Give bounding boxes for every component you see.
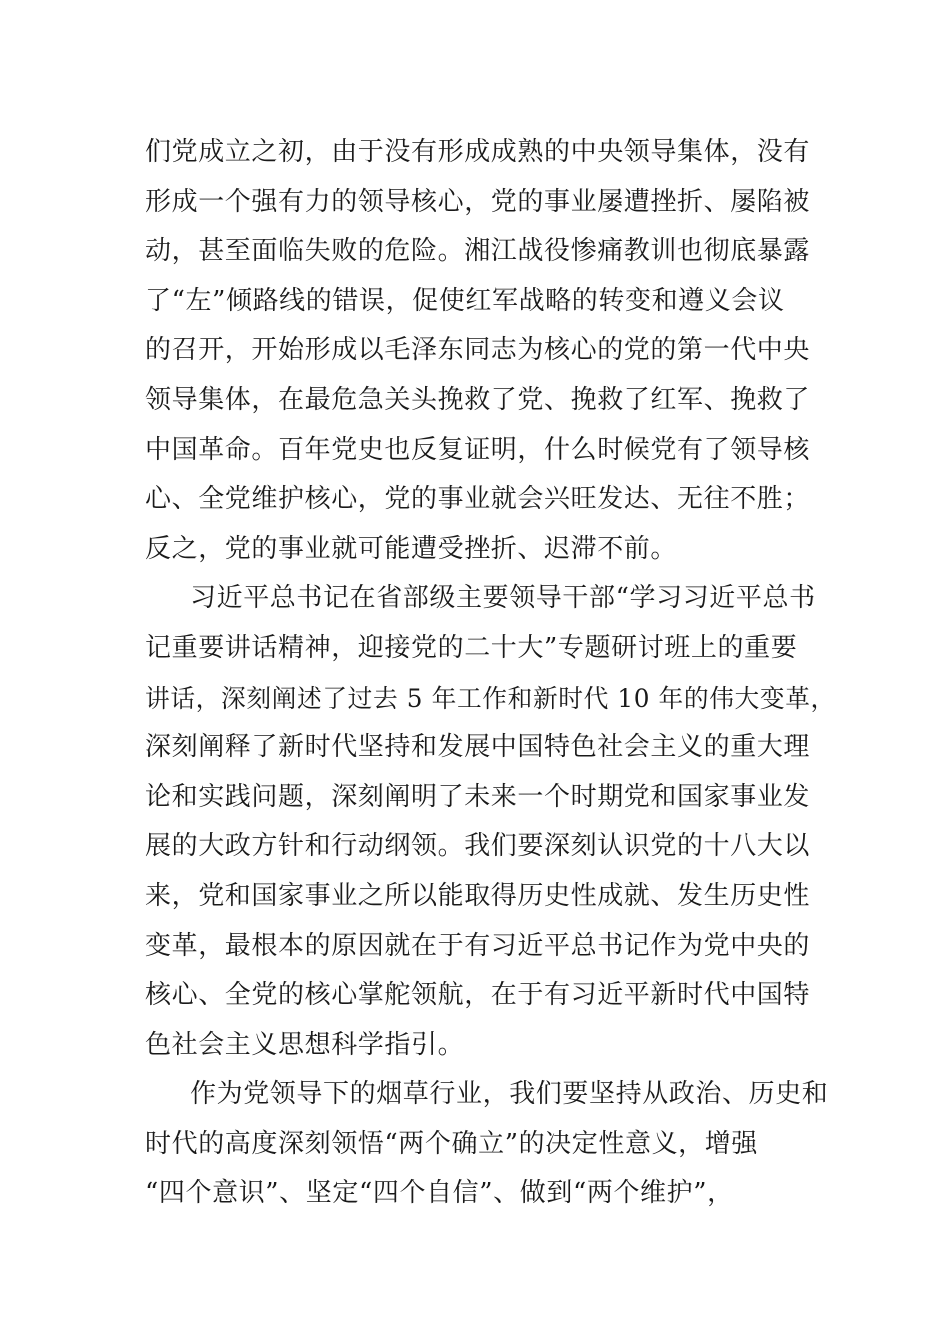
text-line: 形成一个强有力的领导核心，党的事业屡遭挫折、屡陷被 xyxy=(145,186,811,217)
text-line: 论和实践问题，深刻阐明了未来一个时期党和国家事业发 xyxy=(145,781,811,812)
text-line: 领导集体，在最危急关头挽救了党、挽救了红军、挽救了 xyxy=(145,384,811,415)
text-line: 深刻阐释了新时代坚持和发展中国特色社会主义的重大理 xyxy=(145,732,811,763)
text-line: 展的大政方针和行动纲领。我们要深刻认识党的十八大以 xyxy=(145,831,811,862)
text-line: 核心、全党的核心掌舵领航，在于有习近平新时代中国特 xyxy=(145,980,811,1011)
document-body xyxy=(145,128,836,1219)
text-line: 记重要讲话精神，迎接党的二十大”专题研讨班上的重要 xyxy=(145,632,798,663)
text-line: 反之，党的事业就可能遭受挫折、迟滞不前。 xyxy=(145,533,678,564)
paragraph-start-line: 作为党领导下的烟草行业，我们要坚持从政治、历史和 xyxy=(190,1079,829,1110)
text-line: 讲话，深刻阐述了过去 5 年工作和新时代 10 年的伟大变革， xyxy=(145,683,836,713)
text-line: 心、全党维护核心，党的事业就会兴旺发达、无往不胜； xyxy=(145,484,811,515)
paragraph-start-line: 习近平总书记在省部级主要领导干部“学习习近平总书 xyxy=(190,583,816,614)
text-line: 们党成立之初，由于没有形成成熟的中央领导集体，没有 xyxy=(145,137,811,167)
text-line: 来，党和国家事业之所以能取得历史性成就、发生历史性 xyxy=(145,880,811,911)
text-line: 的召开，开始形成以毛泽东同志为核心的党的第一代中央 xyxy=(145,335,811,366)
text-line: 动，甚至面临失败的危险。湘江战役惨痛教训也彻底暴露 xyxy=(145,236,811,267)
text-line: 时代的高度深刻领悟“两个确立”的决定性意义，增强 xyxy=(145,1128,758,1159)
text-line: 中国革命。百年党史也反复证明，什么时候党有了领导核 xyxy=(145,434,811,465)
text-line: 色社会主义思想科学指引。 xyxy=(145,1029,465,1060)
text-line: 了“左”倾路线的错误，促使红军战略的转变和遵义会议 xyxy=(145,285,785,316)
text-line: “四个意识”、坚定“四个自信”、做到“两个维护”， xyxy=(145,1178,734,1209)
text-line: 变革，最根本的原因就在于有习近平总书记作为党中央的 xyxy=(145,930,811,961)
